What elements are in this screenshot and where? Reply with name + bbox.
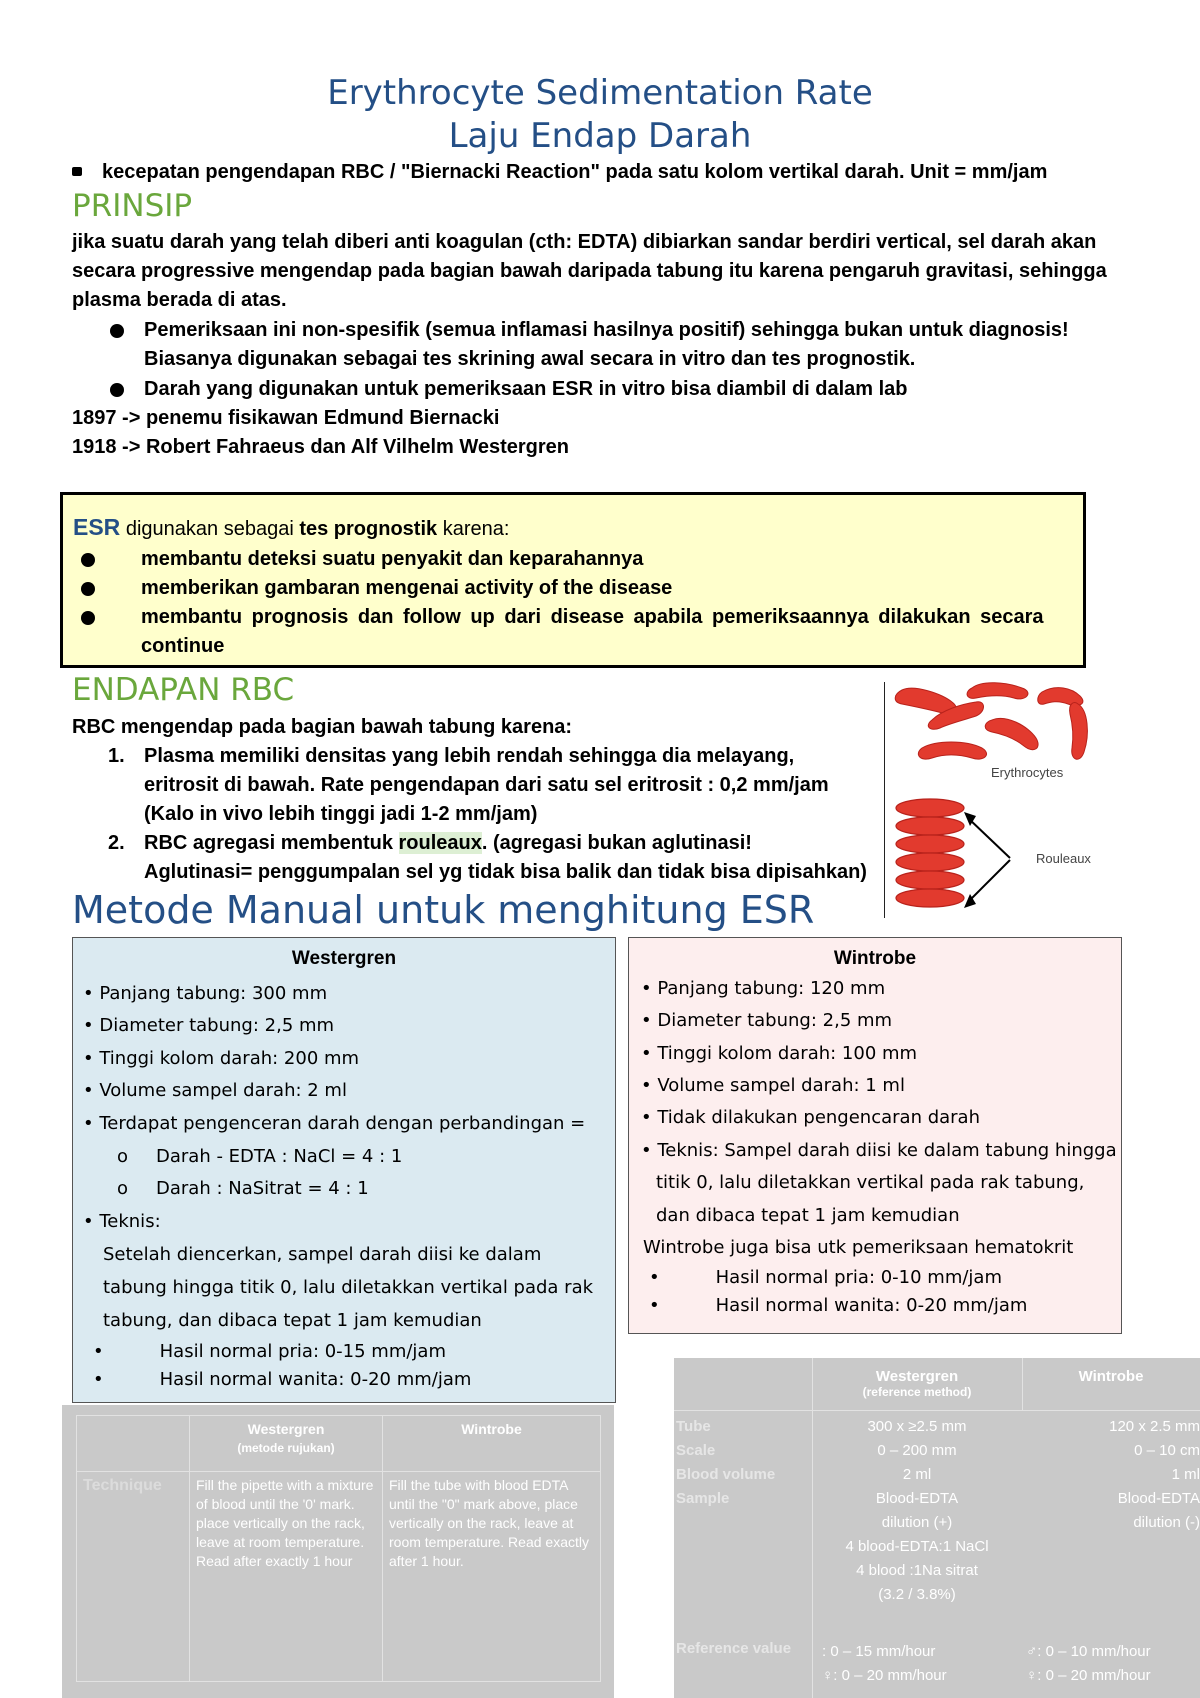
header-sub: (metode rujukan) <box>237 1441 335 1455</box>
erythrocytes-label: Erythrocytes <box>991 765 1064 780</box>
normal-item: • Hasil normal pria: 0-15 mm/jam <box>93 1341 446 1362</box>
list-item: membantu prognosis dan follow up dari disease apabila pemeriksaannya dilakukan secara <box>141 606 1044 628</box>
row-label: Technique <box>77 1472 190 1682</box>
esr-box-list <box>111 545 1044 661</box>
endapan-list <box>108 742 867 887</box>
westergren-ref <box>822 1640 947 1688</box>
cell: 4 blood-EDTA:1 NaCl <box>845 1538 989 1555</box>
cell: 1 ml <box>1171 1466 1200 1483</box>
prinsip-bullet-2 <box>110 375 908 404</box>
list-item-cont: (Kalo in vivo lebih tinggi jadi 1-2 mm/jam) <box>144 803 538 825</box>
cell: 300 x ≥2.5 mm <box>867 1418 967 1435</box>
cell: Blood-EDTA <box>1117 1490 1200 1507</box>
erythrocyte-shape <box>1070 702 1088 759</box>
highlight-rouleaux: rouleaux <box>398 832 482 854</box>
teknis-line: titik 0, lalu diletakkan vertikal pada rak tabung, <box>656 1172 1085 1193</box>
cell: : 0 – 15 mm/hour <box>822 1643 936 1660</box>
history-1897: 1897 -> penemu fisikawan Edmund Biernacki <box>72 407 500 429</box>
sub-item: o Darah : NaSitrat = 4 : 1 <box>117 1178 369 1199</box>
list-item: • Volume sampel darah: 2 ml <box>83 1080 347 1101</box>
list-item-end: . (agregasi bukan aglutinasi! <box>481 832 752 854</box>
header-sub: (reference method) <box>862 1385 972 1399</box>
wintrobe-ref <box>1026 1640 1151 1688</box>
cell: 0 – 10 cm <box>1134 1442 1200 1459</box>
cell: dilution (-) <box>1133 1514 1200 1531</box>
erythrocyte-shape <box>918 742 986 759</box>
list-item: • Tidak dilakukan pengencaran darah <box>641 1107 980 1128</box>
cell: Blood-EDTA <box>875 1490 959 1507</box>
item-text: Panjang tabung: 120 mm <box>657 978 886 999</box>
cell: ♀: 0 – 20 mm/hour <box>1026 1667 1151 1684</box>
esr-prognostic-box <box>60 492 1086 668</box>
table-header <box>190 1416 383 1472</box>
table-cell: Fill the pipette with a mixture of blood until the '0' mark. place vertically on the rack, leave at room temperature. Read after exactly 1 hour <box>190 1472 383 1682</box>
intro-line <box>72 158 1047 187</box>
bullet-text: Darah yang digunakan untuk pemeriksaan ESR in vitro bisa diambil di dalam lab <box>144 378 908 400</box>
item-text: Diameter tabung: 2,5 mm <box>657 1010 893 1031</box>
normal-item: • Hasil normal wanita: 0-20 mm/jam <box>93 1369 472 1390</box>
esr-lead-text: digunakan sebagai <box>120 518 300 540</box>
intro-unit: Unit = mm/jam <box>910 161 1048 183</box>
list-item: • Panjang tabung: 300 mm <box>83 983 328 1004</box>
item-text: Hasil normal wanita: 0-20 mm/jam <box>159 1369 472 1390</box>
history-1918: 1918 -> Robert Fahraeus dan Alf Vilhelm Westergren <box>72 436 570 458</box>
item-text: Volume sampel darah: 1 ml <box>657 1075 905 1096</box>
cell: (3.2 / 3.8%) <box>878 1586 956 1603</box>
bullet-icon <box>110 324 124 338</box>
list-item: • Diameter tabung: 2,5 mm <box>641 1010 893 1031</box>
cell: ♀: 0 – 20 mm/hour <box>822 1667 947 1684</box>
westergren-values <box>812 1415 1022 1607</box>
row-label: Sample <box>676 1490 730 1507</box>
item-text: Teknis: <box>99 1211 161 1232</box>
intro-text: kecepatan pengendapan RBC / "Biernacki Reaction" pada satu kolom vertikal darah. <box>102 161 905 183</box>
item-text: Diameter tabung: 2,5 mm <box>99 1015 335 1036</box>
list-item: RBC agregasi membentuk <box>144 832 399 854</box>
item-text: Tinggi kolom darah: 100 mm <box>657 1043 918 1064</box>
bullet-text: Pemeriksaan ini non-spesifik (semua inflamasi hasilnya positif) sehingga bukan untuk diagnosis! <box>144 319 1069 341</box>
list-item: Plasma memiliki densitas yang lebih rendah sehingga dia melayang, <box>144 745 795 767</box>
sub-item: o Darah - EDTA : NaCl = 4 : 1 <box>117 1146 403 1167</box>
header-wintrobe: Wintrobe <box>1078 1368 1144 1385</box>
wintrobe-extra: Wintrobe juga bisa utk pemeriksaan hematokrit <box>643 1237 1074 1258</box>
item-text: Hasil normal pria: 0-10 mm/jam <box>715 1267 1002 1288</box>
row-label: Tube <box>676 1418 711 1435</box>
row-labels <box>676 1415 775 1511</box>
esr-label: ESR <box>73 514 121 540</box>
endapan-lead: RBC mengendap pada bagian bawah tabung karena: <box>72 716 573 738</box>
header-text: Westergren <box>247 1421 325 1437</box>
rouleaux-label: Rouleaux <box>1036 851 1091 866</box>
westergren-title: Westergren <box>291 948 397 969</box>
list-item: • Teknis: Sampel darah diisi ke dalam tabung hingga <box>641 1140 1117 1161</box>
wintrobe-title: Wintrobe <box>833 948 917 969</box>
header-text: Westergren <box>875 1368 959 1385</box>
item-text: Darah : NaSitrat = 4 : 1 <box>156 1178 369 1199</box>
prinsip-line: plasma berada di atas. <box>72 289 287 311</box>
list-number: 2. <box>108 832 125 854</box>
normal-item: • Hasil normal wanita: 0-20 mm/jam <box>649 1295 1028 1316</box>
bullet-icon <box>81 611 95 625</box>
list-item: • Panjang tabung: 120 mm <box>641 978 886 999</box>
esr-lead-end: karena: <box>437 518 510 540</box>
bullet-icon <box>81 582 95 596</box>
bullet-text: Biasanya digunakan sebagai tes skrining awal secara in vitro dan tes prognostik. <box>144 348 916 370</box>
row-label: Scale <box>676 1442 716 1459</box>
wintrobe-box <box>628 937 1122 1334</box>
divider <box>884 682 885 918</box>
prinsip-bullet-1 <box>110 316 1069 374</box>
cell: dilution (+) <box>881 1514 953 1531</box>
teknis-line: tabung hingga titik 0, lalu diletakkan vertikal pada rak <box>103 1277 594 1298</box>
wintrobe-values <box>1022 1415 1200 1535</box>
item-text: Hasil normal wanita: 0-20 mm/jam <box>715 1295 1028 1316</box>
page-subtitle: Laju Endap Darah <box>448 116 752 156</box>
list-item: • Tinggi kolom darah: 100 mm <box>641 1043 918 1064</box>
prinsip-line: jika suatu darah yang telah diberi anti koagulan (cth: EDTA) dibiarkan sandar berdiri vertical, sel darah akan <box>72 231 1097 253</box>
list-item-cont: eritrosit di bawah. Rate pengendapan dari satu sel eritrosit : 0,2 mm/jam <box>144 774 829 796</box>
item-text: Terdapat pengenceran darah dengan perbandingan = <box>99 1113 586 1134</box>
item-text: Teknis: Sampel darah diisi ke dalam tabung hingga <box>657 1140 1117 1161</box>
list-item: • Diameter tabung: 2,5 mm <box>83 1015 335 1036</box>
table-corner <box>77 1416 190 1472</box>
prinsip-line: secara progressive mengendap pada bagian bawah daripada tabung itu karena pengaruh gravitasi, sehingga <box>72 260 1107 282</box>
item-text: Tidak dilakukan pengencaran darah <box>657 1107 980 1128</box>
rbc-illustration <box>892 680 1104 912</box>
cell: 2 ml <box>902 1466 932 1483</box>
endapan-heading: ENDAPAN RBC <box>72 672 295 708</box>
teknis-line: tabung, dan dibaca tepat 1 jam kemudian <box>103 1310 482 1331</box>
list-item-cont: continue <box>141 635 225 657</box>
technique-table <box>76 1415 601 1682</box>
list-item: • Tinggi kolom darah: 200 mm <box>83 1048 360 1069</box>
bullet-icon <box>72 167 82 176</box>
cell: 120 x 2.5 mm <box>1109 1418 1200 1435</box>
cell: ♂: 0 – 10 mm/hour <box>1026 1643 1151 1660</box>
table-cell: Fill the tube with blood EDTA until the "0" mark above, place vertically on the rack, leave at room temperature. Read exactly after 1 hour. <box>383 1472 601 1682</box>
esr-box-lead <box>73 513 509 544</box>
item-text: Volume sampel darah: 2 ml <box>99 1080 347 1101</box>
comparison-table-image <box>674 1358 1200 1698</box>
item-text: Tinggi kolom darah: 200 mm <box>99 1048 360 1069</box>
list-number: 1. <box>108 745 125 767</box>
header-westergren <box>812 1368 1022 1399</box>
bullet-icon <box>110 383 124 397</box>
technique-table-image <box>62 1405 614 1698</box>
list-item: membantu deteksi suatu penyakit dan keparahannya <box>141 548 644 570</box>
teknis-line: Setelah diencerkan, sampel darah diisi ke dalam <box>103 1244 542 1265</box>
esr-lead-bold: tes prognostik <box>299 518 438 540</box>
item-text: Hasil normal pria: 0-15 mm/jam <box>159 1341 446 1362</box>
cell: 0 – 200 mm <box>877 1442 957 1459</box>
list-item: memberikan gambaran mengenai activity of the disease <box>141 577 673 599</box>
item-text: Darah - EDTA : NaCl = 4 : 1 <box>156 1146 403 1167</box>
list-item: • Terdapat pengenceran darah dengan perbandingan = <box>83 1113 586 1134</box>
normal-item: • Hasil normal pria: 0-10 mm/jam <box>649 1267 1002 1288</box>
cell: 4 blood :1Na sitrat <box>856 1562 978 1579</box>
erythrocyte-shape <box>967 683 1028 699</box>
bullet-icon <box>81 553 95 567</box>
prinsip-para <box>72 228 1107 315</box>
list-item: • Teknis: <box>83 1211 161 1232</box>
item-text: Panjang tabung: 300 mm <box>99 983 328 1004</box>
list-item: • Volume sampel darah: 1 ml <box>641 1075 905 1096</box>
westergren-box <box>72 937 616 1403</box>
prinsip-heading: PRINSIP <box>72 188 193 224</box>
erythrocyte-shape <box>985 718 1038 749</box>
row-label: Blood volume <box>676 1466 776 1483</box>
table-header: Wintrobe <box>383 1416 601 1472</box>
list-item-cont: Aglutinasi= penggumpalan sel yg tidak bisa balik dan tidak bisa dipisahkan) <box>144 861 867 883</box>
teknis-line: dan dibaca tepat 1 jam kemudian <box>656 1205 960 1226</box>
page-title: Erythrocyte Sedimentation Rate <box>327 73 873 113</box>
metode-heading: Metode Manual untuk menghitung ESR <box>72 888 815 932</box>
row-label: Reference value <box>676 1640 792 1657</box>
